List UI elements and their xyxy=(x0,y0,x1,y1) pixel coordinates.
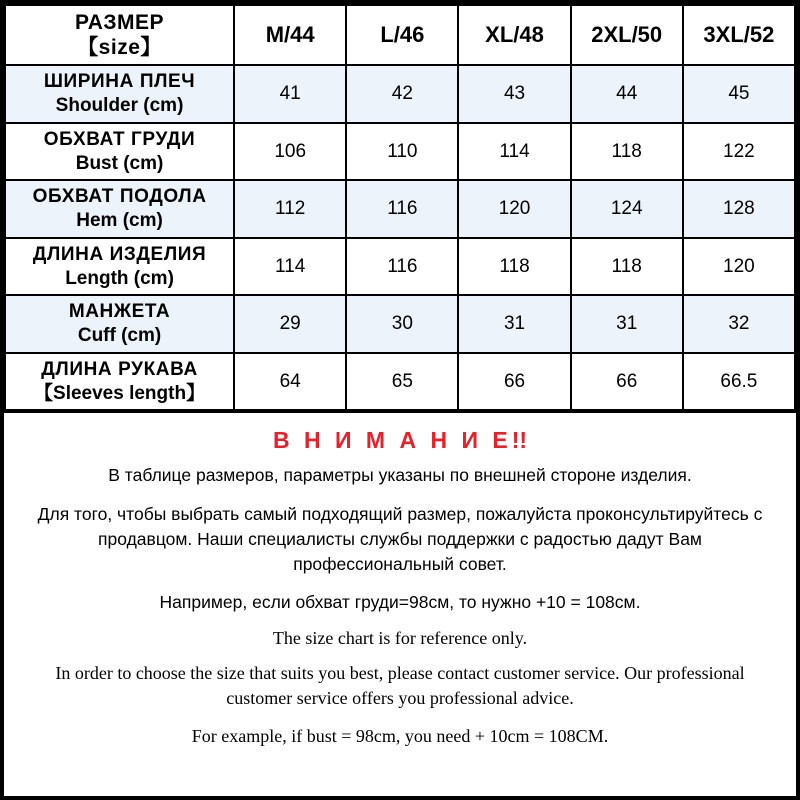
header-size-3: 2XL/50 xyxy=(571,5,683,65)
cell-bust-xl: 114 xyxy=(458,123,570,181)
table-row xyxy=(5,353,795,411)
cell-sleeves-m: 64 xyxy=(234,353,346,411)
cell-length-2xl: 118 xyxy=(571,238,683,296)
cell-bust-2xl: 118 xyxy=(571,123,683,181)
row-label-ru: ОБХВАТ ГРУДИ xyxy=(43,128,196,150)
table-row xyxy=(5,238,795,296)
cell-hem-l: 116 xyxy=(346,180,458,238)
cell-length-3xl: 120 xyxy=(683,238,795,296)
table-header-row xyxy=(5,5,795,65)
row-label-sleeves xyxy=(5,353,234,411)
note-example-ru: Например, если обхват груди=98см, то нужно +10 = 108см. xyxy=(159,591,641,612)
cell-cuff-l: 30 xyxy=(346,295,458,353)
row-label-en: Length (cm) xyxy=(65,267,174,289)
note-measure-outside: В таблице размеров, параметры указаны по внешней стороне изделия. xyxy=(108,465,692,486)
header-size-0: M/44 xyxy=(234,5,346,65)
cell-bust-l: 110 xyxy=(346,123,458,181)
cell-cuff-3xl: 32 xyxy=(683,295,795,353)
table-row xyxy=(5,123,795,181)
row-label-hem xyxy=(5,180,234,238)
cell-length-l: 116 xyxy=(346,238,458,296)
cell-shoulder-m: 41 xyxy=(234,65,346,123)
cell-sleeves-xl: 66 xyxy=(458,353,570,411)
note-reference-only: The size chart is for reference only. xyxy=(272,628,528,649)
row-label-en: 【Sleeves length】 xyxy=(34,382,206,404)
cell-length-m: 114 xyxy=(234,238,346,296)
note-consult-seller: Для того, чтобы выбрать самый подходящий размер, пожалуйста проконсультируйтесь с продавцом. Наши специалисты службы поддержки с радостью дадут Вам профессиональный совет. xyxy=(37,504,763,574)
cell-bust-m: 106 xyxy=(234,123,346,181)
cell-hem-m: 112 xyxy=(234,180,346,238)
cell-bust-3xl: 122 xyxy=(683,123,795,181)
cell-shoulder-l: 42 xyxy=(346,65,458,123)
row-label-ru: ДЛИНА ИЗДЕЛИЯ xyxy=(32,243,207,265)
header-size-1: L/46 xyxy=(346,5,458,65)
cell-length-xl: 118 xyxy=(458,238,570,296)
row-label-bust xyxy=(5,123,234,181)
cell-hem-xl: 120 xyxy=(458,180,570,238)
note-contact-service: In order to choose the size that suits you best, please contact customer service. Our professional customer service offers you professional advice. xyxy=(55,663,745,709)
table-row xyxy=(5,180,795,238)
header-size-label-ru: РАЗМЕР xyxy=(75,11,165,34)
cell-hem-2xl: 124 xyxy=(571,180,683,238)
cell-cuff-m: 29 xyxy=(234,295,346,353)
cell-shoulder-3xl: 45 xyxy=(683,65,795,123)
row-label-ru: ДЛИНА РУКАВА xyxy=(41,358,198,380)
cell-sleeves-3xl: 66.5 xyxy=(683,353,795,411)
header-size-2: XL/48 xyxy=(458,5,570,65)
cell-shoulder-2xl: 44 xyxy=(571,65,683,123)
row-label-ru: ШИРИНА ПЛЕЧ xyxy=(43,71,196,93)
row-label-en: Bust (cm) xyxy=(75,152,164,174)
cell-cuff-2xl: 31 xyxy=(571,295,683,353)
row-label-en: Shoulder (cm) xyxy=(55,95,184,117)
header-size-label-en: 【size】 xyxy=(77,36,162,60)
row-label-en: Hem (cm) xyxy=(76,210,163,232)
attention-marks: !! xyxy=(511,427,528,454)
row-label-ru: ОБХВАТ ПОДОЛА xyxy=(32,186,207,208)
cell-cuff-xl: 31 xyxy=(458,295,570,353)
row-label-en: Cuff (cm) xyxy=(77,325,162,347)
cell-sleeves-2xl: 66 xyxy=(571,353,683,411)
size-table xyxy=(4,4,796,411)
notes-section xyxy=(4,411,796,796)
attention-word: В Н И М А Н И Е xyxy=(272,427,512,454)
row-label-cuff xyxy=(5,295,234,353)
cell-shoulder-xl: 43 xyxy=(458,65,570,123)
row-label-shoulder xyxy=(5,65,234,123)
attention-heading xyxy=(18,427,782,454)
table-row xyxy=(5,65,795,123)
cell-sleeves-l: 65 xyxy=(346,353,458,411)
row-label-length xyxy=(5,238,234,296)
note-example-en: For example, if bust = 98cm, you need + 10cm = 108CM. xyxy=(191,725,609,746)
row-label-ru: МАНЖЕТА xyxy=(68,301,171,323)
header-size-label xyxy=(5,5,234,65)
header-size-4: 3XL/52 xyxy=(683,5,795,65)
cell-hem-3xl: 128 xyxy=(683,180,795,238)
table-row xyxy=(5,295,795,353)
